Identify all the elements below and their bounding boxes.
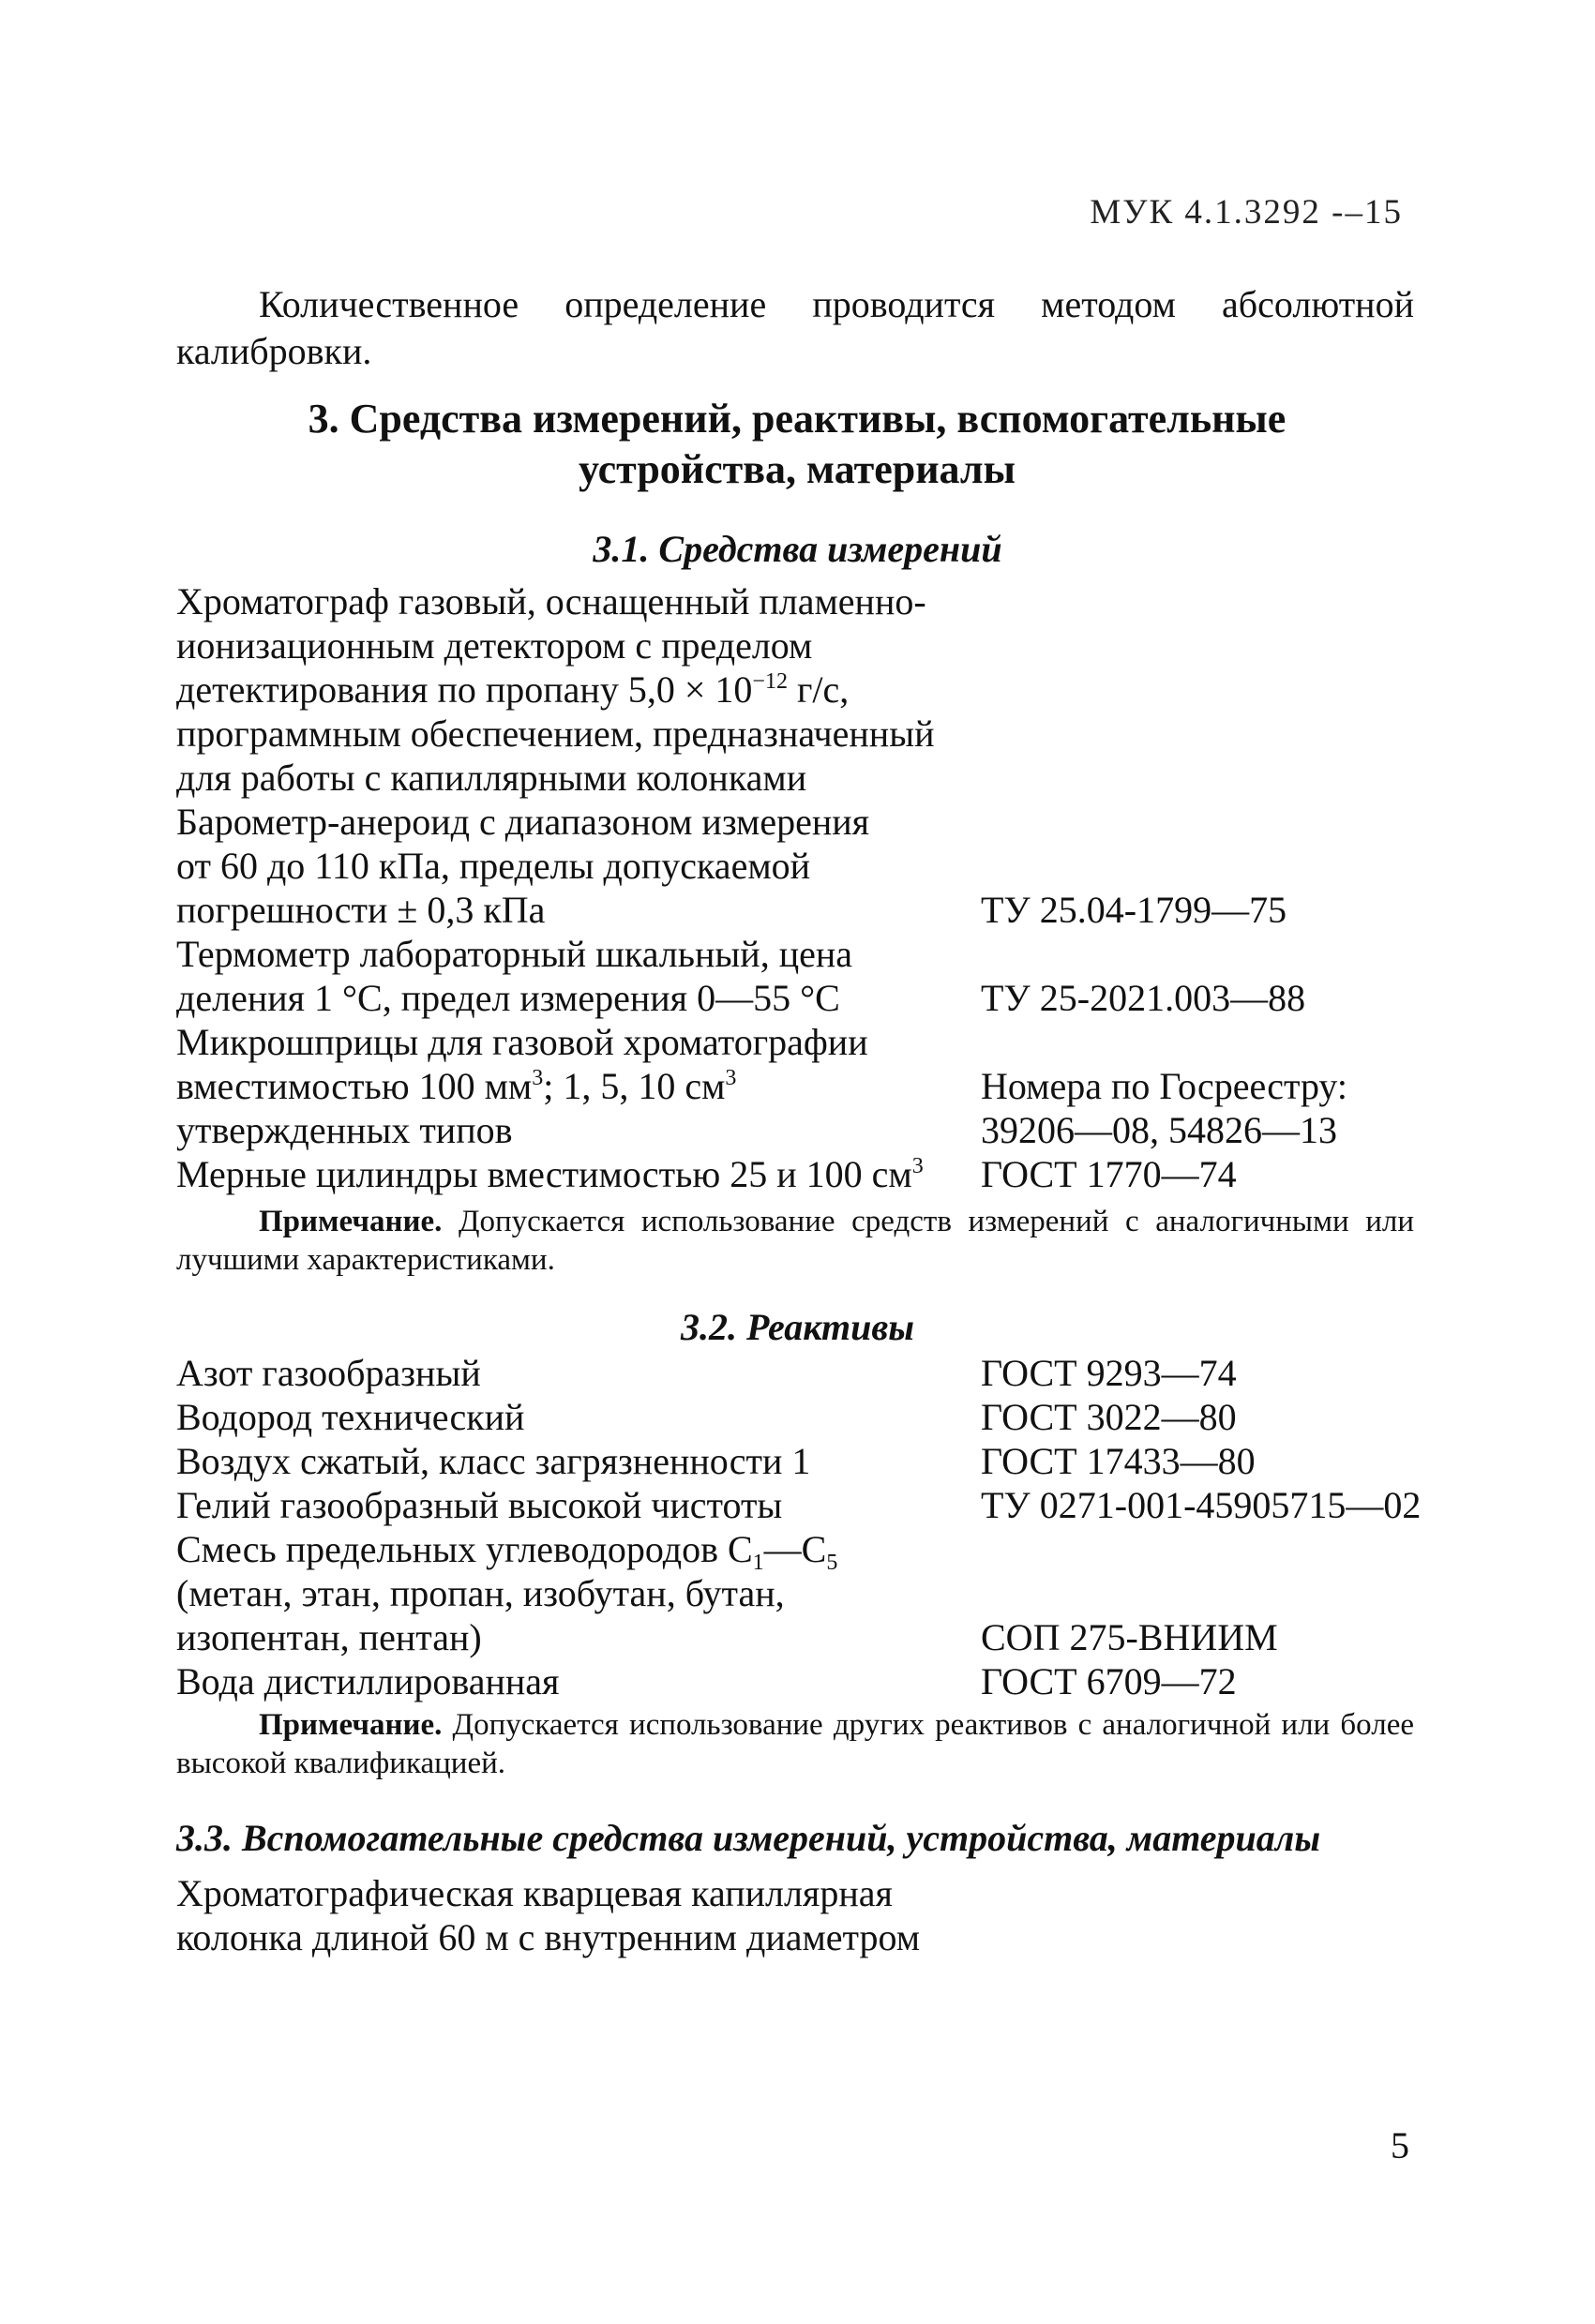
reagents-table bbox=[176, 1351, 1452, 1703]
subsection-3-2-title: 3.2. Реактивы bbox=[681, 1306, 914, 1348]
table-row: изопентан, пентан) СОП 275-ВНИИМ bbox=[176, 1616, 1278, 1658]
table-row: детектирования по пропану $5,0 \times 10^{-12}$ г/с, bbox=[176, 668, 850, 711]
table-row: Азот газообразный ГОСТ 9293—74 bbox=[176, 1352, 1237, 1394]
standard-reference: ГОСТ 6709—72 bbox=[981, 1660, 1237, 1702]
table-row: Термометр лабораторный шкальный, цена bbox=[176, 933, 853, 975]
table-row: программным обеспечением, предназначенный bbox=[176, 712, 935, 755]
table-row: (метан, этан, пропан, изобутан, бутан, bbox=[176, 1572, 785, 1614]
note-3-1 bbox=[176, 1203, 1414, 1280]
standard-reference: Номера по Госреестру: bbox=[981, 1065, 1347, 1107]
table-row: Гелий газообразный высокой чистоты ТУ 0271-001-45905715—02 bbox=[176, 1484, 1422, 1526]
table-row: для работы с капиллярными колонками bbox=[176, 757, 807, 799]
table-row: ионизационным детектором с пределом bbox=[176, 624, 813, 667]
table-row: Барометр-анероид с диапазоном измерения bbox=[176, 801, 870, 843]
standard-reference: ГОСТ 9293—74 bbox=[981, 1352, 1237, 1394]
standard-reference: ГОСТ 3022—80 bbox=[981, 1396, 1237, 1438]
standard-reference: ТУ 25-2021.003—88 bbox=[981, 977, 1306, 1019]
note-text: Допускается использование других реактивов с аналогичной или более высокой квалификацией. bbox=[176, 1708, 1414, 1780]
table-row: Хроматограф газовый, оснащенный пламенно- bbox=[176, 580, 926, 622]
subsection-3-1-title: 3.1. Средства измерений bbox=[593, 528, 1002, 570]
standard-reference: 39206—08, 54826—13 bbox=[981, 1109, 1337, 1151]
table-row: Воздух сжатый, класс загрязненности 1 ГОСТ 17433—80 bbox=[176, 1440, 1256, 1482]
standard-reference: СОП 275-ВНИИМ bbox=[981, 1616, 1278, 1658]
table-row: погрешности ± 0,3 кПа ТУ 25.04-1799—75 bbox=[176, 889, 1287, 931]
section-3-title-line2: устройства, материалы bbox=[579, 446, 1016, 492]
note-text: Допускается использование средств измерений с аналогичными или лучшими характеристиками. bbox=[176, 1205, 1414, 1277]
table-row: вместимостью 100 $мм^3$; 1, 5, 10 $см^3$ Номера по Госреестру: bbox=[176, 1065, 1347, 1107]
section-3-title bbox=[188, 394, 1407, 495]
note-label: Примечание. bbox=[259, 1708, 443, 1742]
auxiliary-line-2: колонка длиной 60 м с внутренним диаметром bbox=[176, 1916, 921, 1958]
standard-reference: ГОСТ 1770—74 bbox=[981, 1153, 1237, 1195]
table-row: от 60 до 110 кПа, пределы допускаемой bbox=[176, 845, 811, 887]
note-label: Примечание. bbox=[259, 1205, 443, 1238]
table-row: Вода дистиллированная ГОСТ 6709—72 bbox=[176, 1660, 1237, 1702]
table-row: деления 1 °С, предел измерения 0—55 °С ТУ 25-2021.003—88 bbox=[176, 977, 1306, 1019]
page-number: 5 bbox=[1391, 2124, 1409, 2167]
note-3-2 bbox=[176, 1706, 1414, 1783]
table-row: Смесь предельных углеводородов $С_1—С_5$ bbox=[176, 1528, 838, 1575]
section-3-title-line1: 3. Средства измерений, реактивы, вспомогательные bbox=[308, 396, 1287, 442]
table-row: Микрошприцы для газовой хроматографии bbox=[176, 1021, 868, 1063]
table-row: Мерные цилиндры вместимостью 25 и 100 $см^3$ ГОСТ 1770—74 bbox=[176, 1153, 1237, 1195]
standard-reference: ГОСТ 17433—80 bbox=[981, 1440, 1256, 1482]
standard-reference: ТУ 0271-001-45905715—02 bbox=[981, 1484, 1422, 1526]
standard-reference: ТУ 25.04-1799—75 bbox=[981, 889, 1287, 931]
intro-paragraph: Количественное определение проводится методом абсолютной калибровки. bbox=[176, 283, 1414, 372]
measurement-instruments-table bbox=[176, 579, 1452, 1196]
auxiliary-line-1: Хроматографическая кварцевая капиллярная bbox=[176, 1872, 893, 1914]
document-code-header: МУК 4.1.3292 -–15 bbox=[1090, 193, 1403, 232]
subsection-3-3-title: 3.3. Вспомогательные средства измерений, устройства, материалы bbox=[176, 1817, 1321, 1859]
table-row: утвержденных типов 39206—08, 54826—13 bbox=[176, 1109, 1337, 1151]
table-row: Водород технический ГОСТ 3022—80 bbox=[176, 1396, 1237, 1438]
